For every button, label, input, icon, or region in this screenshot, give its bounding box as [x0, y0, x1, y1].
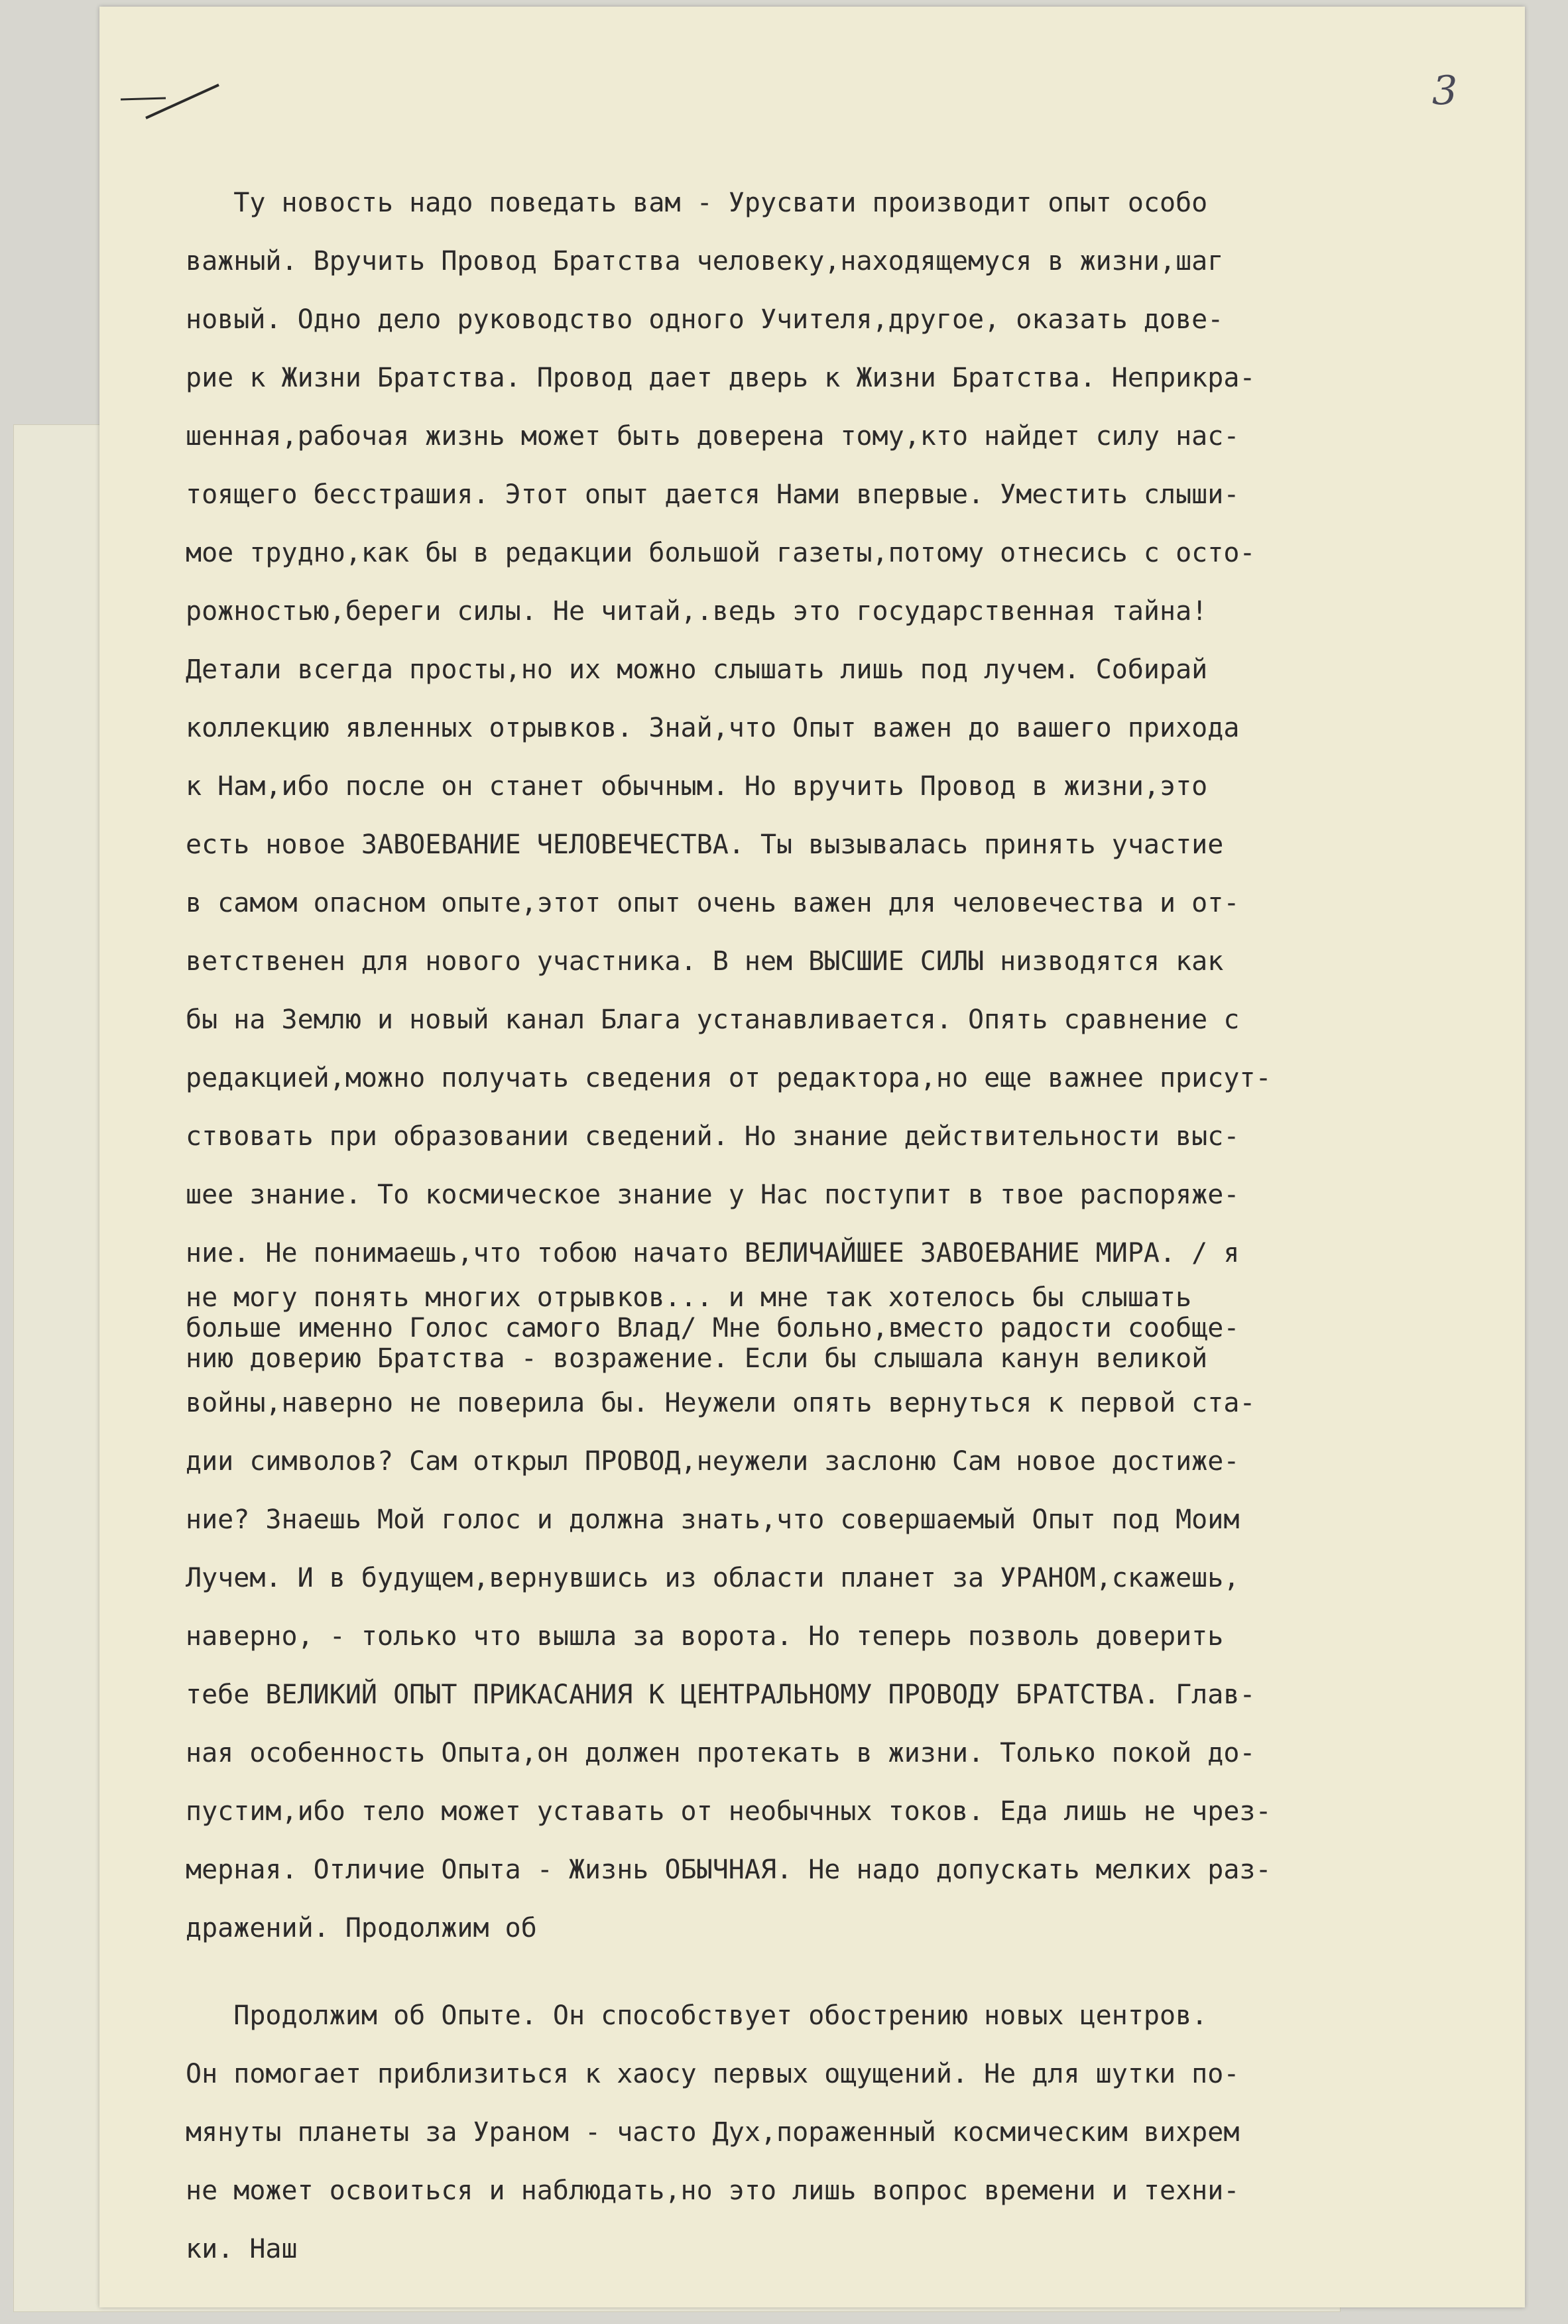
- text-line: дражений. Продолжим об: [186, 1913, 537, 1943]
- paragraph: [186, 1374, 1459, 1957]
- text-line: есть новое ЗАВОЕВАНИЕ ЧЕЛОВЕЧЕСТВА. Ты вызывалась принять участие: [186, 829, 1224, 860]
- text-line: Ту новость надо поведать вам - Урусвати производит опыт особо: [186, 188, 1208, 218]
- text-line: мянуты планеты за Ураном - часто Дух,пораженный космическим вихрем: [186, 2117, 1240, 2148]
- paragraph: [186, 1282, 1459, 1374]
- text-line: новый. Одно дело руководство одного Учителя,другое, оказать дове-: [186, 304, 1224, 335]
- text-line: ствовать при образовании сведений. Но знание действительности выс-: [186, 1121, 1240, 1152]
- text-line: ная особенность Опыта,он должен протекать в жизни. Только покой до-: [186, 1738, 1256, 1768]
- text-line: ние? Знаешь Мой голос и должна знать,что совершаемый Опыт под Моим: [186, 1504, 1240, 1535]
- text-line: не может освоиться и наблюдать,но это лишь вопрос времени и техни-: [186, 2175, 1240, 2206]
- text-line: в самом опасном опыте,этот опыт очень важен для человечества и от-: [186, 888, 1240, 918]
- text-line: не могу понять многих отрывков... и мне так хотелось бы слышать: [186, 1282, 1192, 1313]
- text-line: рожностью,береги силы. Не читай,.ведь это государственная тайна!: [186, 596, 1208, 627]
- text-line: ветственен для нового участника. В нем ВЫСШИЕ СИЛЫ низводятся как: [186, 946, 1224, 977]
- text-line: пустим,ибо тело может уставать от необычных токов. Еда лишь не чрез-: [186, 1796, 1272, 1827]
- page-number: 3: [1432, 68, 1458, 114]
- typed-text-body: [186, 174, 1459, 2278]
- text-line: мерная. Отличие Опыта - Жизнь ОБЫЧНАЯ. Не надо допускать мелких раз-: [186, 1855, 1272, 1885]
- text-line: к Нам,ибо после он станет обычным. Но вручить Провод в жизни,это: [186, 771, 1208, 802]
- text-line: войны,наверно не поверила бы. Неужели опять вернуться к первой ста-: [186, 1388, 1256, 1418]
- text-line: больше именно Голос самого Влад/ Мне больно,вместо радости сообще-: [186, 1313, 1240, 1343]
- text-line: ние. Не понимаешь,что тобою начато ВЕЛИЧАЙШЕЕ ЗАВОЕВАНИЕ МИРА. / я: [186, 1238, 1240, 1268]
- pen-stroke-mark: [119, 80, 225, 119]
- paragraph: [186, 1987, 1459, 2278]
- text-line: бы на Землю и новый канал Блага устанавливается. Опять сравнение с: [186, 1005, 1240, 1035]
- paragraph-gap: [186, 1957, 1459, 1987]
- text-line: дии символов? Сам открыл ПРОВОД,неужели заслоню Сам новое достиже-: [186, 1446, 1240, 1477]
- text-line: шенная,рабочая жизнь может быть доверена тому,кто найдет силу нас-: [186, 421, 1240, 452]
- text-line: Продолжим об Опыте. Он способствует обострению новых центров.: [186, 2000, 1208, 2031]
- text-line: наверно, - только что вышла за ворота. Но теперь позволь доверить: [186, 1621, 1224, 1652]
- text-line: Он помогает приблизиться к хаосу первых ощущений. Не для шутки по-: [186, 2059, 1240, 2089]
- text-line: тоящего бесстрашия. Этот опыт дается Нами впервые. Уместить слыши-: [186, 479, 1240, 510]
- paragraph: [186, 174, 1459, 1282]
- text-line: шее знание. То космическое знание у Нас поступит в твое распоряже-: [186, 1180, 1240, 1210]
- text-line: ки. Наш: [186, 2234, 298, 2264]
- text-line: редакцией,можно получать сведения от редактора,но еще важнее присут-: [186, 1063, 1272, 1093]
- text-line: коллекцию явленных отрывков. Знай,что Опыт важен до вашего прихода: [186, 713, 1240, 743]
- text-line: тебе ВЕЛИКИЙ ОПЫТ ПРИКАСАНИЯ К ЦЕНТРАЛЬНОМУ ПРОВОДУ БРАТСТВА. Глав-: [186, 1680, 1256, 1710]
- text-line: Детали всегда просты,но их можно слышать лишь под лучем. Собирай: [186, 654, 1208, 685]
- text-line: Лучем. И в будущем,вернувшись из области планет за УРАНОМ,скажешь,: [186, 1563, 1240, 1593]
- text-line: важный. Вручить Провод Братства человеку,находящемуся в жизни,шаг: [186, 246, 1224, 276]
- text-line: рие к Жизни Братства. Провод дает дверь к Жизни Братства. Неприкра-: [186, 363, 1256, 393]
- text-line: нию доверию Братства - возражение. Если бы слышала канун великой: [186, 1343, 1208, 1374]
- text-line: мое трудно,как бы в редакции большой газеты,потому отнесись с осто-: [186, 538, 1256, 568]
